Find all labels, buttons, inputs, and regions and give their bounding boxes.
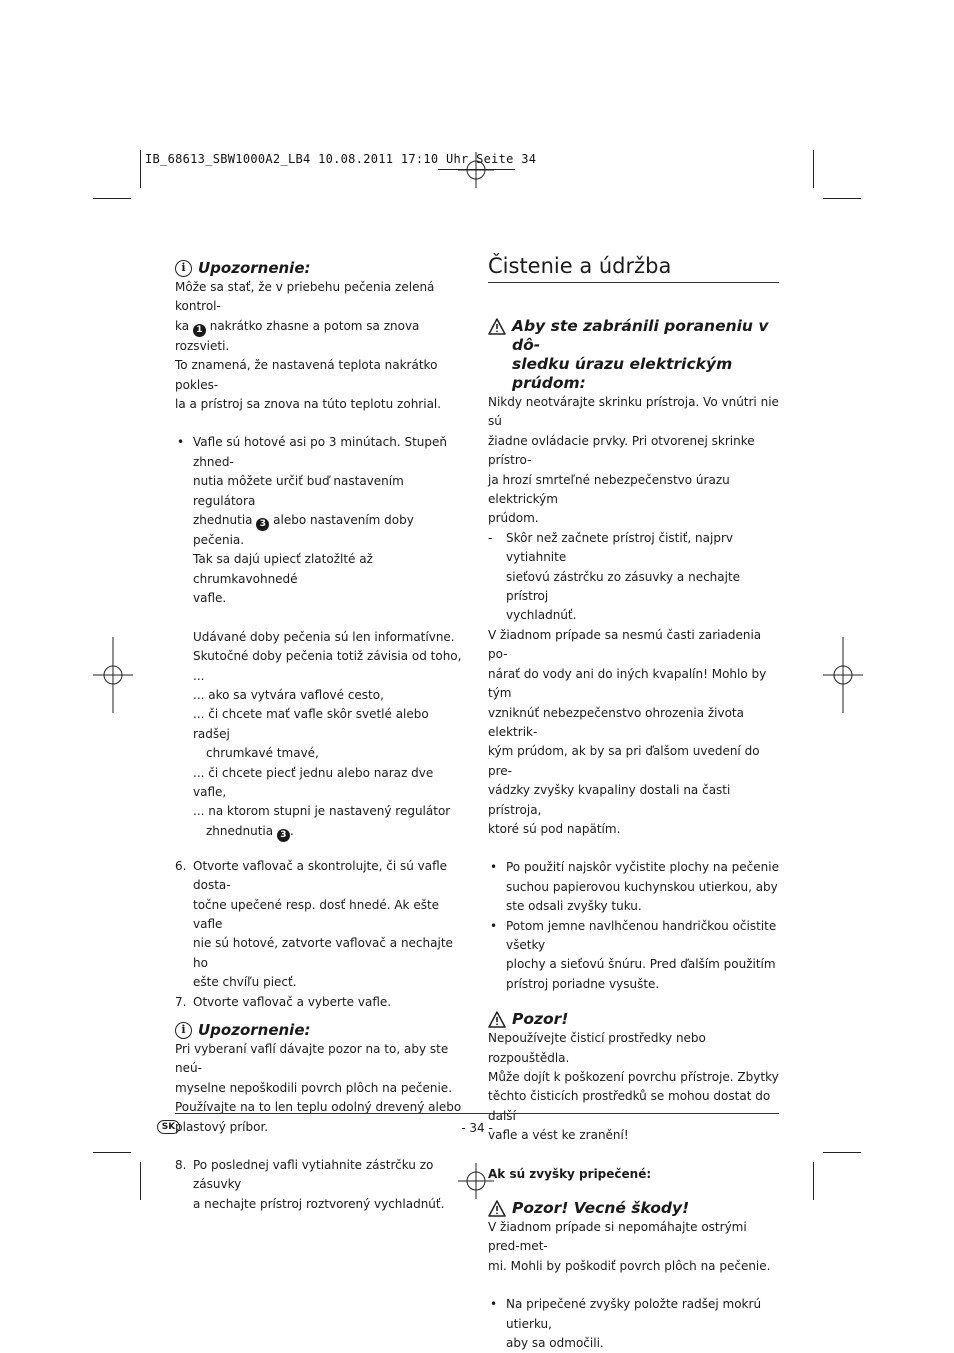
indicator-number-badge: 1 <box>193 324 206 337</box>
crop-mark <box>813 1162 814 1200</box>
crop-mark <box>140 150 141 188</box>
step-8: 8. Po poslednej vafli vytiahnite zástrčku zo zásuvky a nechajte prístroj roztvorený vychladnúť. <box>175 1158 445 1211</box>
note-line: To znamená, že nastavená teplota nakrátko pokles- <box>175 358 438 392</box>
note-title: Upozornenie: <box>198 259 311 277</box>
footer-rule <box>175 1113 779 1114</box>
print-header: IB_68613_SBW1000A2_LB4 10.08.2011 17:10 Uhr Seite 34 <box>145 152 537 166</box>
note-heading <box>175 258 467 278</box>
list-item: ... či chcete piecť jednu alebo naraz dve vafle, <box>193 765 434 799</box>
crop-mark <box>140 1162 141 1200</box>
list-item: • Po použití najskôr vyčistite plochy na pečenie suchou papierovou kuchynskou utierkou, aby ste odsali zvyšky tuku. <box>488 858 780 916</box>
warning-triangle-icon <box>488 318 506 335</box>
left-column: i Upozornenie: Môže sa stať, že v priebehu pečenia zelená kontrol- ka 1 nakrátko zhasne a potom sa znova rozsvieti. To znamená, že nastavená teplota nakrátko pokles- la a prístroj sa znova na túto teplotu zohrial. • Vafle sú hotové asi po 3 minútach. Stupeň zhned- nutia môžete určiť buď nastavením regulátora zhednutia 3 alebo nastavením doby pečenia. Tak sa dajú upiecť zlatožlté až chrumkavohnedé vafle. Udávané doby pečenia sú len informatívne. Skutočné doby pečenia totiž závisia od toho, ... ... ako sa vytvára vaflové cesto, ... či chcete mať vafle skôr svetlé alebo radšej chrumkavé tmavé, ... či chcete piecť jednu alebo naraz dve vafle, ... na ktorom stupni je nastavený regulátor zhnednutia 3 . 6. Otvorte vaflovač a skontrolujte, či sú vafle dosta- točne upečené resp. dosť hnedé. Ak ešte vafle nie sú hotové, zatvorte vaflovač a nechajte ho ešte chvíľu piecť. 7. Otvorte vaflovač a vyberte vafle. i Upozornenie: Pri vyberaní vaflí dávajte pozor na to, aby ste neú- myselne nepoškodili povrch plôch na pečenie. Používajte na to len teplu odolný drevený alebo plastový príbor. 8. Po poslednej vafli vytiahnite zástrčku zo zásuvky a nechajte prístroj roztvorený vychladnúť. <box>175 258 467 1214</box>
note-line: Môže sa stať, že v priebehu pečenia zelená kontrol- <box>175 280 435 314</box>
registration-crosshair-right <box>823 637 863 713</box>
ellipsis-list: ... ako sa vytvára vaflové cesto, ... či chcete mať vafle skôr svetlé alebo radšej chrumkavé tmavé, ... či chcete piecť jednu alebo naraz dve vafle, ... na ktorom stupni je nastavený regulátor zhnednutia 3 . <box>175 686 467 842</box>
list-item: • Vafle sú hotové asi po 3 minútach. Stupeň zhned- nutia môžete určiť buď nastavením regulátora zhednutia 3 alebo nastavením doby pečenia. Tak sa dajú upiecť zlatožlté až chrumkavohnedé vafle. <box>175 433 467 608</box>
crop-mark <box>823 198 861 199</box>
subheading: Ak sú zvyšky pripečené: <box>488 1166 652 1181</box>
registration-crosshair-top <box>458 152 494 188</box>
warning-heading: Aby ste zabránili poraneniu v dô- sledku úrazu elektrickým prúdom: <box>488 317 780 393</box>
list-item: • Potom jemne navlhčenou handričkou očistite všetky plochy a sieťovú šnúru. Pred ďalším použitím prístroj poriadne vysušte. <box>488 917 780 995</box>
step-6: 6. Otvorte vaflovač a skontrolujte, či sú vafle dosta- točne upečené resp. dosť hnedé. Ak ešte vafle nie sú hotové, zatvorte vaflovač a nechajte ho ešte chvíľu piecť. <box>175 858 453 990</box>
right-column-body: Aby ste zabránili poraneniu v dô- sledku úrazu elektrickým prúdom: Nikdy neotvárajte skrinku prístroja. Vo vnútri nie sú žiadne ovládacie prvky. Pri otvorenej skrinke prístro- ja hrozí smrteľné nebezpečenstvo úrazu elektrickým prúdom. - Skôr než začnete prístroj čistiť, najprv vytiahnite sieťovú zástrčku zo zásuvky a nechajte prístroj vychladnúť. V žiadnom prípade sa nesmú časti zariadenia po- nárať do vody ani do iných kvapalín! Mohlo by tým vzniknúť nebezpečenstvo ohrozenia života elektrik- kým prúdom, ak by sa pri ďalšom uvedení do pre- vádzky zvyšky kvapaliny dostali na časti prístroja, ktoré sú pod napätím. • Po použití najskôr vyčistite plochy na pečenie suchou papierovou kuchynskou utierkou, aby ste odsali zvyšky tuku. • Potom jemne navlhčenou handričkou očistite všetky plochy a sieťovú šnúru. Pred ďalším použitím prístroj poriadne vysušte. Pozor! Nepoužívejte čisticí prostředky nebo rozpouštědla. Může dojít k poškození povrchu přístroje. Zbytky těchto čisticích prostředků se mohou dostat do další vafle a vést ke zranění! Ak sú zvyšky pripečené: Pozor! Vecné škody! V žiadnom prípade si nepomáhajte ostrými pred-met- mi. Mohli by poškodiť povrch plôch na pečenie. • Na pripečené zvyšky položte radšej mokrú utierku, aby sa odmočili. <box>488 317 780 1353</box>
note-title: Upozornenie: <box>198 1021 311 1039</box>
warning-triangle-icon <box>488 1200 506 1217</box>
info-icon: i <box>175 1022 192 1039</box>
note-line: ka 1 nakrátko zhasne a potom sa znova rozsvieti. <box>175 318 420 353</box>
warning-heading: Pozor! Vecné škody! <box>488 1199 780 1218</box>
crop-mark <box>93 198 131 199</box>
info-paragraph: Udávané doby pečenia sú len informatívne. Skutočné doby pečenia totiž závisia od toho, ... <box>193 629 462 683</box>
section-title-rule <box>488 282 779 283</box>
step-7: 7. Otvorte vaflovač a vyberte vafle. <box>175 994 392 1009</box>
list-item: ... ako sa vytvára vaflové cesto, <box>193 687 384 702</box>
regulator-number-badge: 3 <box>277 829 290 842</box>
info-icon: i <box>175 260 192 277</box>
list-item: • Na pripečené zvyšky položte radšej mokrú utierku, aby sa odmočili. <box>488 1295 780 1353</box>
section-title: Čistenie a údržba <box>488 254 672 278</box>
page-number: - 34 - <box>461 1121 493 1135</box>
warning-heading: Pozor! <box>488 1010 780 1029</box>
warning-triangle-icon <box>488 1011 506 1028</box>
language-badge: SK <box>157 1120 180 1134</box>
crop-mark <box>93 1152 131 1153</box>
regulator-number-badge: 3 <box>256 518 269 531</box>
list-item: - Skôr než začnete prístroj čistiť, najprv vytiahnite sieťovú zástrčku zo zásuvky a nechajte prístroj vychladnúť. <box>488 530 741 623</box>
note-heading <box>175 1020 467 1040</box>
list-item: ... na ktorom stupni je nastavený regulátor <box>193 804 451 819</box>
right-column <box>488 253 779 279</box>
crop-mark <box>823 1152 861 1153</box>
list-item: ... či chcete mať vafle skôr svetlé alebo radšej <box>193 707 429 741</box>
note-line: la a prístroj sa znova na túto teplotu zohrial. <box>175 397 442 412</box>
crop-mark <box>813 150 814 188</box>
registration-crosshair-left <box>93 637 133 713</box>
